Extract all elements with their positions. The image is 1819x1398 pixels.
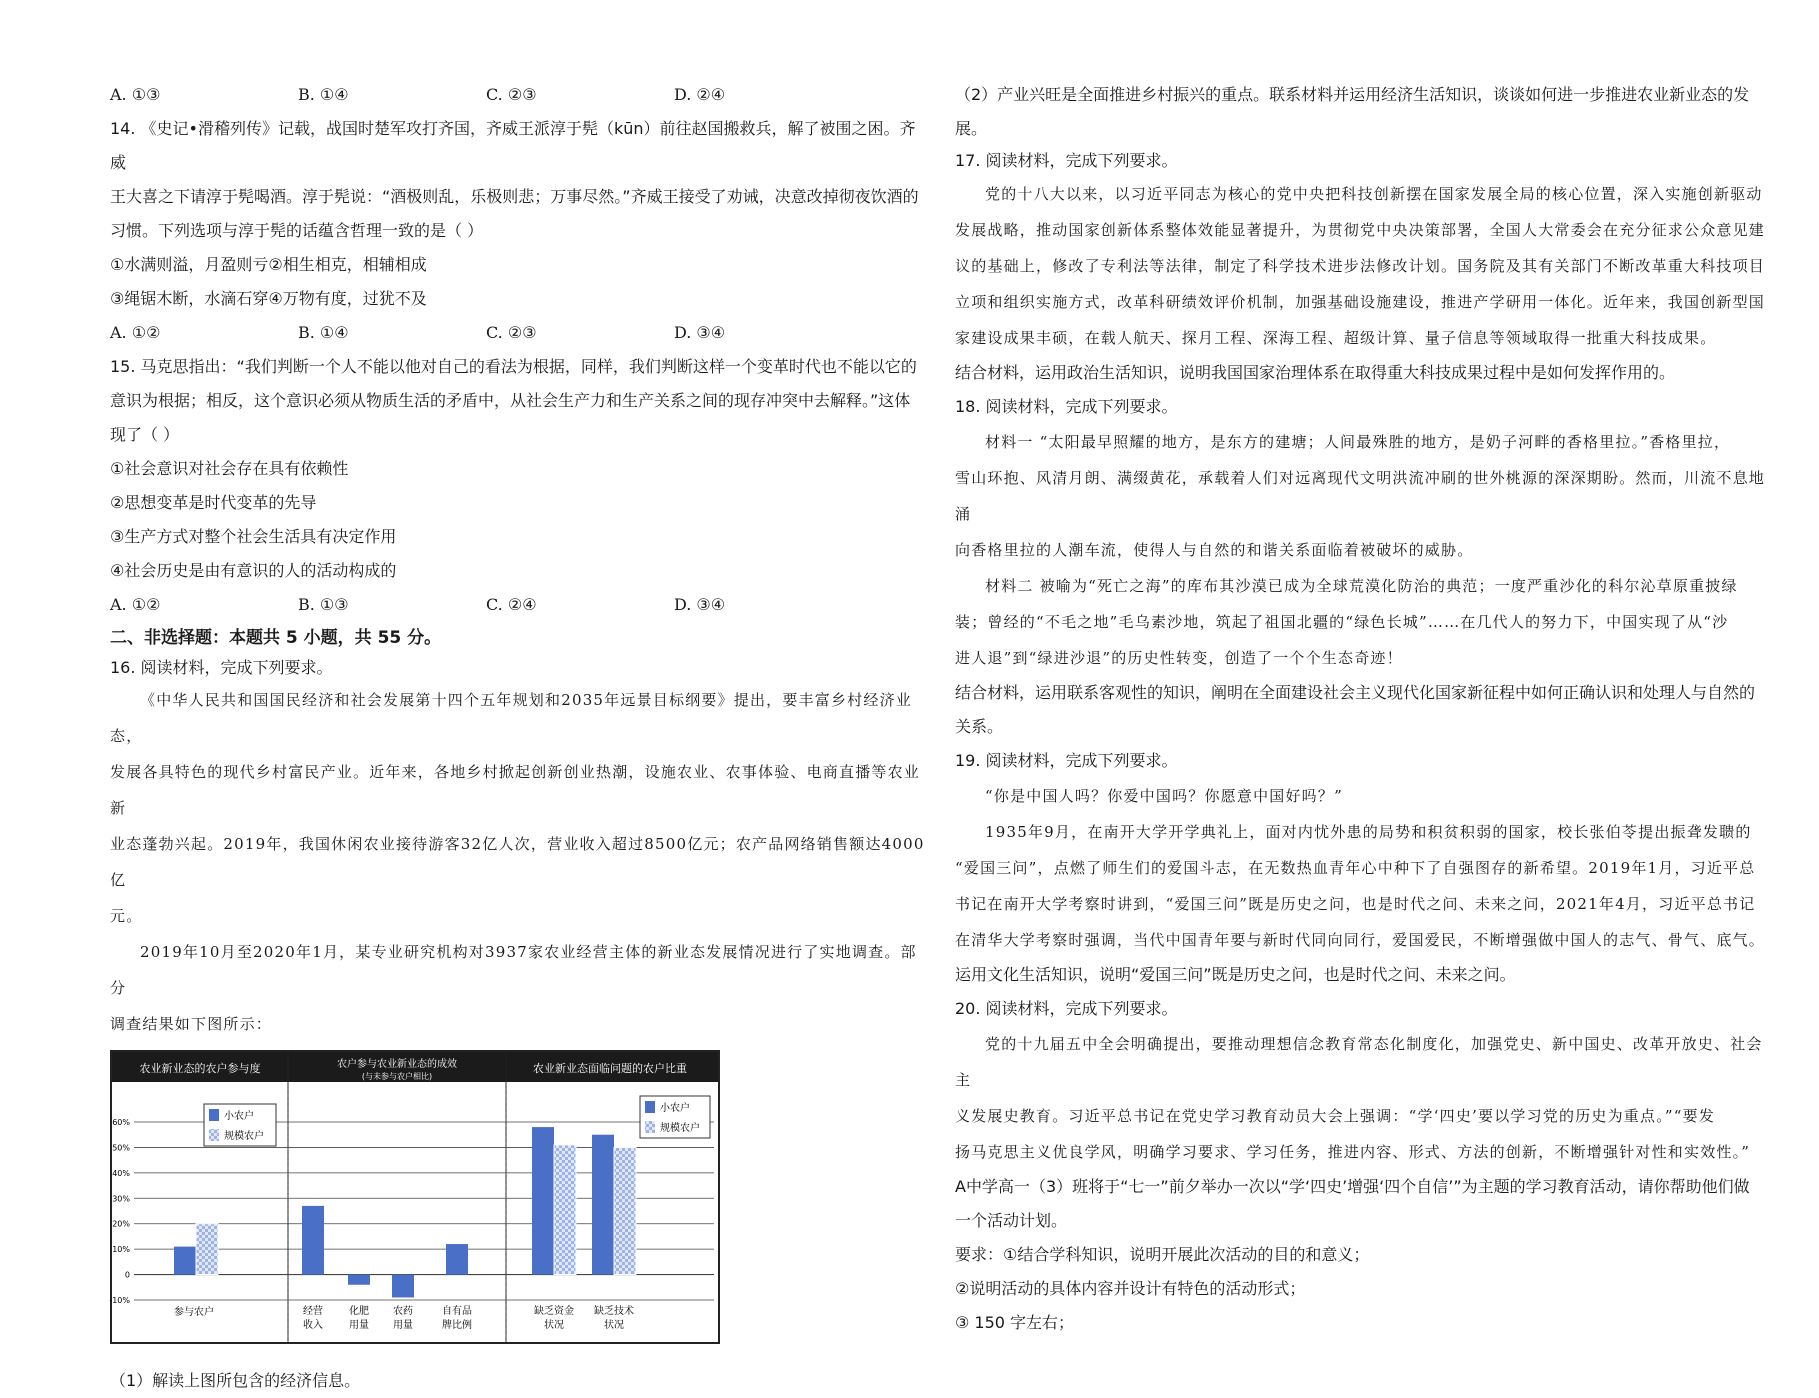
bar-problem-large-1 [614, 1147, 636, 1274]
q13-options [110, 78, 930, 112]
q17-line3: 议的基础上，修改了专利法等法律，制定了科学技术进步法修改计划。国务院及其有关部门不断改革重大科技项目 [955, 257, 1766, 275]
q13-option-a: A. ①③ [110, 85, 161, 104]
right-column [955, 78, 1765, 1340]
bar-effect-3 [446, 1244, 468, 1275]
q15-stem-line2: 意识为根据；相反，这个意识必须从物质生活的矛盾中，从社会生产力和生产关系之间的现存冲突中去解释。”这体 [110, 391, 911, 410]
q16-para1-line3: 业态蓬勃兴起。2019年，我国休闲农业接待游客32亿人次，营业收入超过8500亿元；农产品网络销售额达4000亿 [110, 835, 925, 889]
left-column [110, 78, 930, 1398]
x-label-problem-line1: 缺乏技术 [594, 1306, 634, 1317]
chart-title-3: 农业新业态面临问题的农户比重 [533, 1062, 687, 1075]
chart-subtitle-2: (与未参与农户相比) [361, 1072, 433, 1081]
bar-participation-large [196, 1224, 218, 1275]
q19-line1: “你是中国人吗？你爱中国吗？你愿意中国好吗？” [985, 787, 1343, 805]
bar-problem-large-0 [554, 1145, 576, 1275]
y-tick-label: 10% [112, 1245, 130, 1255]
q17-task: 结合材料，运用政治生活知识，说明我国国家治理体系在取得重大科技成果过程中是如何发挥作用的。 [955, 363, 1676, 382]
q20-line3: 扬马克思主义优良学风，明确学习要求、学习任务，推进内容、形式、方法的创新，不断增强针对性和实效性。” [955, 1143, 1751, 1161]
x-label-effect-line2: 用量 [393, 1320, 413, 1331]
bar-effect-2 [392, 1275, 414, 1298]
legend-label-small-1: 小农户 [224, 1111, 254, 1122]
q14-item-1: ①水满则溢，月盈则亏②相生相克，相辅相成 [110, 255, 427, 274]
q16-para2-line2: 调查结果如下图所示： [110, 1015, 273, 1033]
x-label-effect-line2: 收入 [303, 1320, 323, 1331]
q18-material1-line1: 材料一 “太阳最早照耀的地方，是东方的建塘；人间最殊胜的地方，是奶子河畔的香格里拉。”香格里拉， [985, 433, 1731, 451]
q19-task: 运用文化生活知识，说明“爱国三问”既是历史之问，也是时代之问、未来之问。 [955, 965, 1516, 984]
legend-swatch-large-1 [209, 1129, 219, 1141]
x-label-effect-line1: 自有品 [442, 1306, 472, 1317]
q15-item-2: ②思想变革是时代变革的先导 [110, 493, 317, 512]
bar-problem-small-1 [592, 1135, 614, 1275]
legend-label-small-3: 小农户 [660, 1103, 690, 1114]
q16-sub1: （1）解读上图所包含的经济信息。 [110, 1371, 361, 1390]
chart-title-1: 农业新业态的农户参与度 [139, 1062, 261, 1075]
legend-swatch-small-3 [645, 1101, 655, 1113]
q15-option-b: B. ①③ [298, 595, 349, 614]
q14-option-b: B. ①④ [298, 323, 349, 342]
q17-line5: 家建设成果丰硕，在载人航天、探月工程、深海工程、超级计算、量子信息等领域取得一批重大科技成果。 [955, 329, 1717, 347]
section2-title: 二、非选择题：本题共 5 小题，共 55 分。 [110, 628, 442, 648]
q20-task-line2: 一个活动计划。 [955, 1211, 1068, 1230]
q14-stem-line1: 14. 《史记•滑稽列传》记载，战国时楚军攻打齐国，齐威王派淳于髡（kūn）前往赵国搬救兵，解了被围之困。齐威 [110, 119, 916, 172]
q16-para1-line2: 发展各具特色的现代乡村富民产业。近年来，各地乡村掀起创新创业热潮，设施农业、农事体验、电商直播等农业新 [110, 763, 921, 817]
x-label-problem-line2: 状况 [604, 1320, 624, 1331]
bar-effect-0 [302, 1206, 324, 1275]
survey-chart-svg [109, 1052, 718, 1342]
x-label-problem-line1: 缺乏资金 [534, 1306, 574, 1317]
q13-option-c: C. ②③ [486, 85, 537, 104]
q15-item-3: ③生产方式对整个社会生活具有决定作用 [110, 527, 397, 546]
q14-stem-line3: 习惯。下列选项与淳于髡的话蕴含哲理一致的是（ ） [110, 221, 484, 240]
chart-title-2: 农户参与农业新业态的成效 [337, 1059, 457, 1070]
q18-material1-line3: 向香格里拉的人潮车流，使得人与自然的和谐关系面临着被破坏的威胁。 [955, 541, 1474, 559]
q16-para1-line1: 《中华人民共和国国民经济和社会发展第十四个五年规划和2035年远景目标纲要》提出，要丰富乡村经济业态， [110, 691, 912, 745]
y-tick-label: 60% [112, 1118, 130, 1127]
q14-option-a: A. ①② [110, 323, 161, 342]
q14-stem-line2: 王大喜之下请淳于髡喝酒。淳于髡说：“酒极则乱，乐极则悲；万事尽然。”齐威王接受了劝诫，决意改掉彻夜饮酒的 [110, 187, 919, 206]
y-tick-label: 50% [112, 1143, 130, 1153]
q20-requirement-2: ②说明活动的具体内容并设计有特色的活动形式； [955, 1279, 1306, 1298]
q18-material2-line1: 材料二 被喻为“死亡之海”的库布其沙漠已成为全球荒漠化防治的典范；一度严重沙化的科尔沁草原重披绿 [985, 577, 1738, 595]
y-tick-label: -10% [109, 1296, 130, 1305]
q16-head: 16. 阅读材料，完成下列要求。 [110, 658, 333, 677]
q15-option-c: C. ②④ [486, 595, 537, 614]
legend-label-large-3: 规模农户 [660, 1123, 700, 1134]
q19-head: 19. 阅读材料，完成下列要求。 [955, 751, 1178, 770]
legend-label-large-1: 规模农户 [224, 1131, 264, 1142]
legend-swatch-small-1 [209, 1109, 219, 1121]
y-tick-label: 20% [112, 1219, 130, 1229]
q17-line1: 党的十八大以来，以习近平同志为核心的党中央把科技创新摆在国家发展全局的核心位置，深入实施创新驱动 [985, 185, 1763, 203]
q15-item-1: ①社会意识对社会存在具有依赖性 [110, 459, 349, 478]
q13-option-d: D. ②④ [674, 85, 726, 104]
q20-line1: 党的十九届五中全会明确提出，要推动理想信念教育常态化制度化，加强党史、新中国史、改革开放史、社会主 [955, 1035, 1763, 1089]
q14-option-d: D. ③④ [674, 323, 726, 342]
q15-option-a: A. ①② [110, 595, 161, 614]
q20-requirement-3: ③ 150 字左右； [955, 1313, 1075, 1332]
q17-head: 17. 阅读材料，完成下列要求。 [955, 151, 1178, 170]
q18-material2-line2: 装；曾经的“不毛之地”毛乌素沙地，筑起了祖国北疆的“绿色长城”……在几代人的努力下，中国实现了从“沙 [955, 613, 1729, 631]
x-label-effect-line1: 经营 [303, 1306, 323, 1317]
q20-requirement-1: 要求：①结合学科知识，说明开展此次活动的目的和意义； [955, 1245, 1370, 1264]
x-label-effect-line1: 农药 [393, 1306, 413, 1317]
q20-task-line1: A中学高一（3）班将于“七一”前夕举办一次以“学‘四史’增强‘四个自信’”为主题的学习教育活动，请你帮助他们做 [955, 1177, 1750, 1196]
y-tick-label: 30% [112, 1194, 130, 1204]
x-label-effect-line2: 牌比例 [442, 1320, 472, 1331]
q17-line4: 立项和组织实施方式，改革科研绩效评价机制，加强基础设施建设，推进产学研用一体化。近年来，我国创新型国 [955, 293, 1766, 311]
q16-para1-line4: 元。 [110, 907, 143, 925]
q15-option-d: D. ③④ [674, 595, 726, 614]
q19-line4: 书记在南开大学考察时讲到，“爱国三问”既是历史之问，也是时代之问、未来之问，2021年4月，习近平总书记 [955, 895, 1756, 913]
q15-options [110, 588, 930, 622]
q14-options [110, 316, 930, 350]
q18-material1-line2: 雪山环抱、风清月朗、满缀黄花，承载着人们对远离现代文明洪流冲刷的世外桃源的深深期盼。然而，川流不息地涌 [955, 469, 1766, 523]
legend-swatch-large-3 [645, 1121, 655, 1133]
q16-sub2: （2）产业兴旺是全面推进乡村振兴的重点。联系材料并运用经济生活知识，谈谈如何进一步推进农业新业态的发展。 [955, 85, 1750, 138]
q20-head: 20. 阅读材料，完成下列要求。 [955, 999, 1178, 1018]
x-label-effect-line2: 用量 [349, 1320, 369, 1331]
q14-item-2: ③绳锯木断，水滴石穿④万物有度，过犹不及 [110, 289, 427, 308]
bar-problem-small-0 [532, 1127, 554, 1274]
q18-material2-line3: 进人退”到“绿进沙退”的历史性转变，创造了一个个生态奇迹！ [955, 649, 1403, 667]
q15-stem-line1: 15. 马克思指出：“我们判断一个人不能以他对自己的看法为根据，同样，我们判断这样一个变革时代也不能以它的 [110, 357, 917, 376]
q19-line3: “爱国三问”，点燃了师生们的爱国斗志，在无数热血青年心中种下了自强图存的新希望。2019年1月，习近平总 [955, 859, 1756, 877]
bar-effect-1 [348, 1275, 370, 1285]
x-label-problem-line2: 状况 [544, 1320, 564, 1331]
y-tick-label: 0 [124, 1270, 130, 1280]
q19-line2: 1935年9月，在南开大学开学典礼上，面对内忧外患的局势和积贫积弱的国家，校长张伯苓提出振聋发聩的 [985, 823, 1752, 841]
y-tick-label: 40% [112, 1168, 130, 1178]
x-label-participation: 参与农户 [174, 1307, 214, 1318]
x-label-effect-line1: 化肥 [349, 1306, 369, 1317]
q19-line5: 在清华大学考察时强调，当代中国青年要与新时代同向同行，爱国爱民，不断增强做中国人的志气、骨气、底气。 [955, 931, 1766, 949]
q18-task-line2: 关系。 [955, 717, 1004, 736]
q14-option-c: C. ②③ [486, 323, 537, 342]
q16-para2-line1: 2019年10月至2020年1月，某专业研究机构对3937家农业经营主体的新业态发展情况进行了实地调查。部分 [110, 943, 917, 997]
q16-survey-chart [110, 1050, 720, 1344]
q13-option-b: B. ①④ [298, 85, 349, 104]
q20-line2: 义发展史教育。习近平总书记在党史学习教育动员大会上强调：“学‘四史’要以学习党的历史为重点。”“要发 [955, 1107, 1716, 1125]
q17-line2: 发展战略，推动国家创新体系整体效能显著提升，为贯彻党中央决策部署，全国人大常委会在充分征求公众意见建 [955, 221, 1766, 239]
bar-participation-small [174, 1247, 196, 1275]
q18-task-line1: 结合材料，运用联系客观性的知识，阐明在全面建设社会主义现代化国家新征程中如何正确认识和处理人与自然的 [955, 683, 1756, 702]
q15-stem-line3: 现了（ ） [110, 425, 180, 444]
q15-item-4: ④社会历史是由有意识的人的活动构成的 [110, 561, 397, 580]
q18-head: 18. 阅读材料，完成下列要求。 [955, 397, 1178, 416]
